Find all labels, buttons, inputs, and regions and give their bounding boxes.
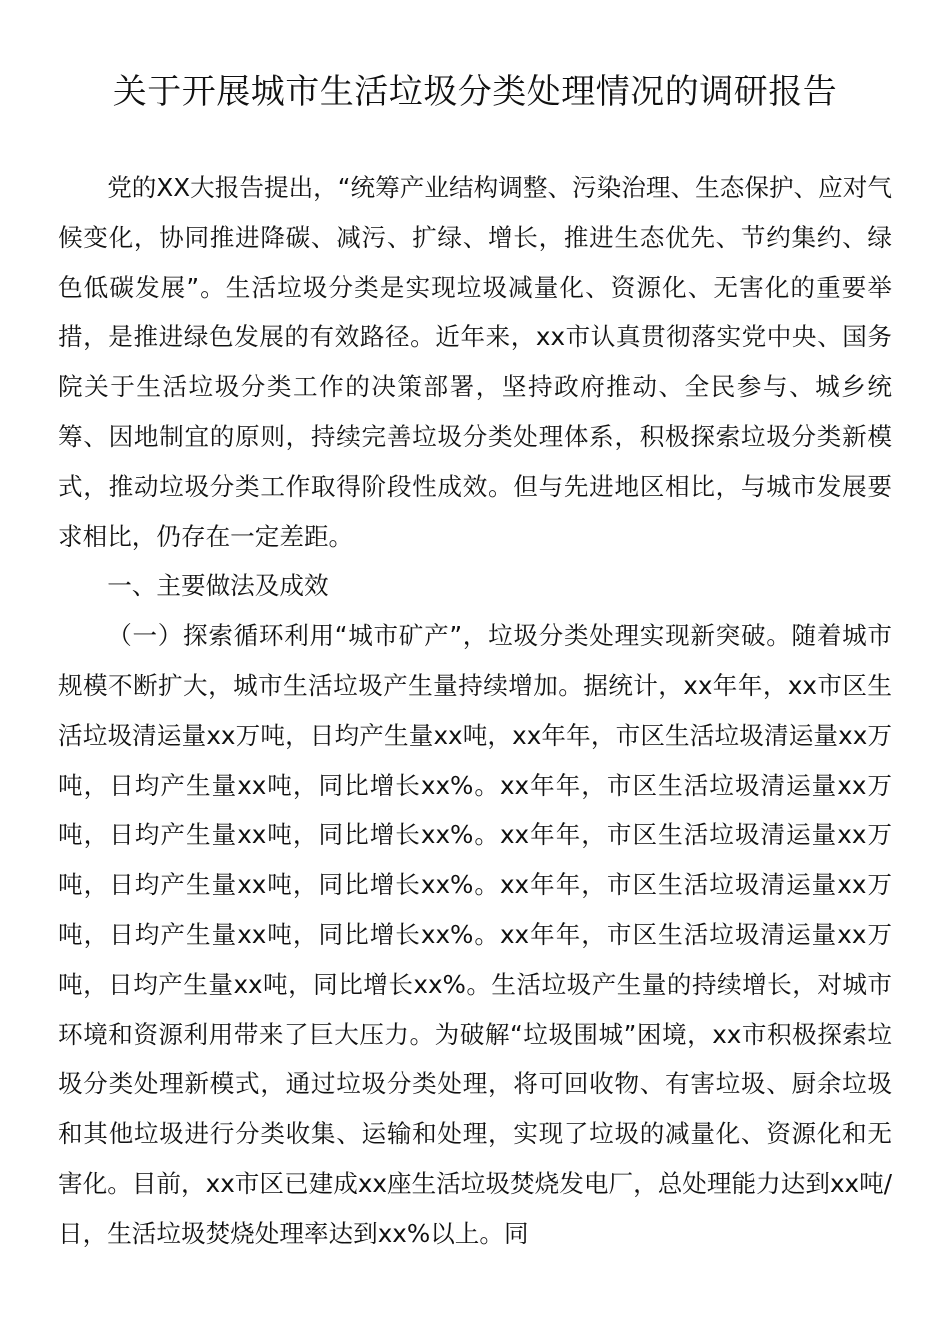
document-body <box>58 163 892 1259</box>
intro-paragraph: 党的XX大报告提出，“统筹产业结构调整、污染治理、生态保护、应对气候变化，协同推进降碳、减污、扩绿、增长，推进生态优先、节约集约、绿色低碳发展”。生活垃圾分类是实现垃圾减量化、资源化、无害化的重要举措，是推进绿色发展的有效路径。近年来，xx市认真贯彻落实党中央、国务院关于生活垃圾分类工作的决策部署，坚持政府推动、全民参与、城乡统筹、因地制宜的原则，持续完善垃圾分类处理体系，积极探索垃圾分类新模式，推动垃圾分类工作取得阶段性成效。但与先进地区相比，与城市发展要求相比，仍存在一定差距。 <box>58 173 892 551</box>
section-heading: 一、主要做法及成效 <box>107 571 329 601</box>
document-title: 关于开展城市生活垃圾分类处理情况的调研报告 <box>112 72 838 112</box>
subsection-paragraph: （一）探索循环利用“城市矿产”，垃圾分类处理实现新突破。随着城市规模不断扩大，城市生活垃圾产生量持续增加。据统计，xx年年，xx市区生活垃圾清运量xx万吨，日均产生量xx吨，xx年年，市区生活垃圾清运量xx万吨，日均产生量xx吨，同比增长xx%。xx年年，市区生活垃圾清运量xx万吨，日均产生量xx吨，同比增长xx%。xx年年，市区生活垃圾清运量xx万吨，日均产生量xx吨，同比增长xx%。xx年年，市区生活垃圾清运量xx万吨，日均产生量xx吨，同比增长xx%。xx年年，市区生活垃圾清运量xx万吨，日均产生量xx吨，同比增长xx%。生活垃圾产生量的持续增长，对城市环境和资源利用带来了巨大压力。为破解“垃圾围城”困境，xx市积极探索垃圾分类处理新模式，通过垃圾分类处理，将可回收物、有害垃圾、厨余垃圾和其他垃圾进行分类收集、运输和处理，实现了垃圾的减量化、资源化和无害化。目前，xx市区已建成xx座生活垃圾焚烧发电厂，总处理能力达到xx吨/日，生活垃圾焚烧处理率达到xx%以上。同 <box>58 621 892 1248</box>
